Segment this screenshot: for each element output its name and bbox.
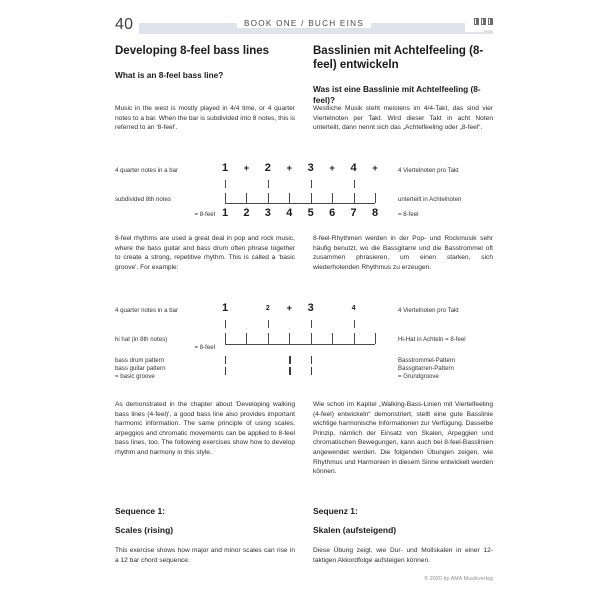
- right-para3-wrap: [313, 400, 493, 477]
- eighth-tick-3: [268, 333, 269, 344]
- d1-label-quarter-notes-de: 4 Viertelnoten pro Takt: [398, 167, 459, 174]
- left-para2-wrap: [115, 234, 295, 272]
- left-sequence-paragraph: This exercise shows how major and minor scales can rise in a 12 bar chord sequence.: [115, 547, 295, 564]
- right-paragraph-3: Wie schon im Kapitel „Walking-Bass-Linien mit Viertelfeeling (4-feel) entwickeln“ demonstriert, stellt eine gute Basslinie wichtige harmonische Informationen zur Verfügung. Dasselbe Prinzip, nämlich der Einsatz von Skalen, Arpeggien und chromatischen Bewegungen, kann auch bei 8-feel-Basslinien angewendet werden. Die folgenden Übungen zeigen, wie Rhythmus und Harmonien in diesem Sinne entwickelt werden können.: [313, 401, 493, 476]
- eighth-tick-5: [311, 193, 312, 203]
- d2-label-hihat-de: Hi-Hat in Achteln = 8-feel: [398, 336, 466, 343]
- right-heading: Basslinien mit Achtelfeeling (8-feel) entwickeln: [313, 45, 484, 71]
- bass-drum-hit-5: [311, 356, 312, 364]
- quarter-stem-1: [225, 180, 226, 188]
- right-paragraph-1: Westliche Musik steht meistens im 4/4-Takt, das sind vier Viertelnoten per Takt. Wird dieser Takt in acht Noten unterteilt, dann nennt sich das „Achtelfeeling oder „8-feel“.: [313, 105, 493, 132]
- left-intro: [115, 104, 295, 133]
- eighth-tick-7: [354, 193, 355, 203]
- right-intro: [313, 104, 493, 133]
- eighth-tick-4: [289, 193, 290, 203]
- d2-label-basic-groove-de: = Grundgroove: [398, 373, 439, 380]
- eighth-tick-7: [354, 333, 355, 344]
- left-sequence-subtitle: Scales (rising): [115, 525, 174, 535]
- quarter-stem-3: [268, 180, 269, 188]
- sequence-row: [115, 505, 493, 565]
- right-para2-wrap: [313, 234, 493, 272]
- eighth-tick-6: [332, 193, 333, 203]
- count-5: 3: [307, 302, 314, 314]
- eighth-tick-2: [246, 333, 247, 344]
- quarter-stem-5: [311, 320, 312, 328]
- count-3: 2: [265, 305, 270, 312]
- quarter-stem-3: [268, 320, 269, 328]
- d2-label-basic-groove: = basic groove: [115, 373, 155, 380]
- quarter-stem-5: [311, 180, 312, 188]
- page-header: [115, 14, 493, 44]
- logo-block-a: [474, 18, 479, 25]
- logo-block-a2: [488, 18, 493, 25]
- count-7: 4: [351, 305, 356, 312]
- subcount-5: 5: [307, 207, 314, 219]
- eighth-tick-3: [268, 193, 269, 203]
- eighth-tick-8: [375, 193, 376, 203]
- count-1: 1: [221, 302, 229, 314]
- d2-label-quarter-notes-de: 4 Viertelnoten pro Takt: [398, 307, 459, 314]
- d1-label-8feel: = 8-feel: [194, 211, 215, 218]
- subcount-4: 4: [286, 207, 293, 219]
- paragraph-3-row: [115, 400, 493, 477]
- subcount-7: 7: [350, 207, 357, 219]
- paragraph-2-row: [115, 234, 493, 272]
- left-paragraph-1: Music in the west is mostly played in 4/4 time, or 4 quarter notes to a bar. When the bar is subdivided into 8 notes, this is referred to an '8-feel'.: [115, 105, 295, 132]
- eighth-tick-5: [311, 333, 312, 344]
- logo-subtitle: Verlag: [483, 30, 493, 33]
- count-4: +: [286, 303, 293, 314]
- ama-logo-icon: [465, 18, 493, 32]
- left-para3-wrap: [115, 400, 295, 477]
- bass-drum-hit-4: [289, 356, 290, 364]
- eighth-tick-1: [225, 333, 226, 344]
- right-paragraph-2: 8-feel-Rhythmen werden in der Pop- und Rockmusik sehr häufig benutzt, wo die Bassgitarre und die Basstrommel oft zusammen phrasieren, um einen starken, sich wiederholenden Rhythmus zu erzeugen.: [313, 235, 493, 271]
- bass-guitar-hit-5: [311, 367, 312, 375]
- bass-guitar-hit-4: [289, 367, 290, 375]
- count-6: +: [329, 163, 335, 174]
- d2-notation-grid: [221, 302, 375, 385]
- count-5: 3: [307, 162, 314, 174]
- copyright-notice: © 2020 by AMA Musikverlag: [424, 576, 493, 582]
- left-subheading: What is an 8-feel bass line?: [115, 70, 224, 80]
- d2-label-quarter-notes: 4 quarter notes in a bar: [115, 307, 179, 314]
- bass-guitar-hit-1: [225, 367, 226, 375]
- right-subheading: Was ist eine Basslinie mit Achtelfeeling (8-feel)?: [313, 84, 481, 105]
- right-sequence-subtitle: Skalen (aufsteigend): [313, 525, 397, 535]
- left-sequence-title: Sequence 1:: [115, 506, 166, 516]
- eighth-tick-1: [225, 193, 226, 203]
- intro-paragraph-row: [115, 104, 493, 133]
- d1-label-subdivided-de: unterteilt in Achtelnoten: [398, 196, 462, 203]
- count-7: 4: [350, 162, 357, 174]
- d1-label-quarter-notes: 4 quarter notes in a bar: [115, 167, 179, 174]
- eighth-beam: [225, 203, 375, 204]
- left-paragraph-2: 8-feel rhythms are used a great deal in pop and rock music, where the bass guitar and bass drum often phrase together to create a strong, repetitive rhythm. This is called a 'basic groove'. For example:: [115, 235, 295, 271]
- count-4: +: [286, 163, 293, 174]
- quarter-stem-7: [354, 180, 355, 188]
- eighth-tick-4: [289, 333, 290, 344]
- d1-label-subdivided: subdivided 8th notes: [115, 196, 171, 203]
- bass-drum-hit-1: [225, 356, 226, 364]
- count-3: 2: [264, 162, 271, 174]
- subcount-2: 2: [243, 207, 250, 219]
- rhythm-diagram-1: [115, 163, 493, 225]
- d1-notation-grid: [221, 162, 379, 225]
- d2-label-bass-drum: bass drum pattern: [115, 357, 165, 364]
- d2-label-bass-guitar: bass guitar pattern: [115, 365, 166, 372]
- page-number: 40: [115, 14, 139, 36]
- quarter-stem-7: [354, 320, 355, 328]
- page-content: [115, 0, 493, 600]
- right-sequence-title: Sequenz 1:: [313, 506, 358, 516]
- count-8: +: [372, 163, 378, 174]
- running-head-label: BOOK ONE / BUCH EINS: [237, 19, 371, 28]
- subcount-6: 6: [329, 207, 336, 219]
- rhythm-diagram-2: [115, 303, 493, 385]
- left-paragraph-3: As demonstrated in the chapter about 'Developing walking bass lines (4-feel)', a good bass line also provides important harmonic information. The same principle of using scales, arpeggios and chromatic movements can be applied to 8-feel bass lines, too. The following exercises show how to develop rhythm and harmony in this style.: [115, 401, 295, 456]
- eighth-tick-6: [332, 333, 333, 344]
- eighth-tick-2: [246, 193, 247, 203]
- count-2: +: [243, 163, 250, 174]
- eighth-beam: [225, 344, 375, 345]
- subcount-1: 1: [221, 207, 229, 219]
- subcount-8: 8: [371, 207, 379, 219]
- d1-label-8feel-de: = 8-feel: [398, 211, 419, 218]
- subcount-3: 3: [264, 207, 271, 219]
- d2-label-hihat: hi hat (in 8th notes): [115, 336, 168, 343]
- d2-label-hihat-8feel: = 8-feel: [194, 344, 215, 351]
- left-sequence: [115, 505, 295, 565]
- d2-label-bass-guitar-de: Bassgitarren-Pattern: [398, 365, 454, 372]
- right-sequence: [313, 505, 493, 565]
- right-sequence-paragraph: Diese Übung zeigt, wie Dur- und Mollskalen in einer 12-taktigen Akkordfolge aufsteigen können.: [313, 547, 493, 564]
- left-heading: Developing 8-feel bass lines: [115, 45, 270, 57]
- quarter-stem-1: [225, 320, 226, 328]
- logo-block-m: [481, 18, 486, 25]
- count-1: 1: [221, 162, 229, 174]
- eighth-tick-8: [375, 333, 376, 344]
- d2-label-bass-drum-de: Basstrommel-Pattern: [398, 357, 456, 364]
- running-head: [115, 16, 493, 32]
